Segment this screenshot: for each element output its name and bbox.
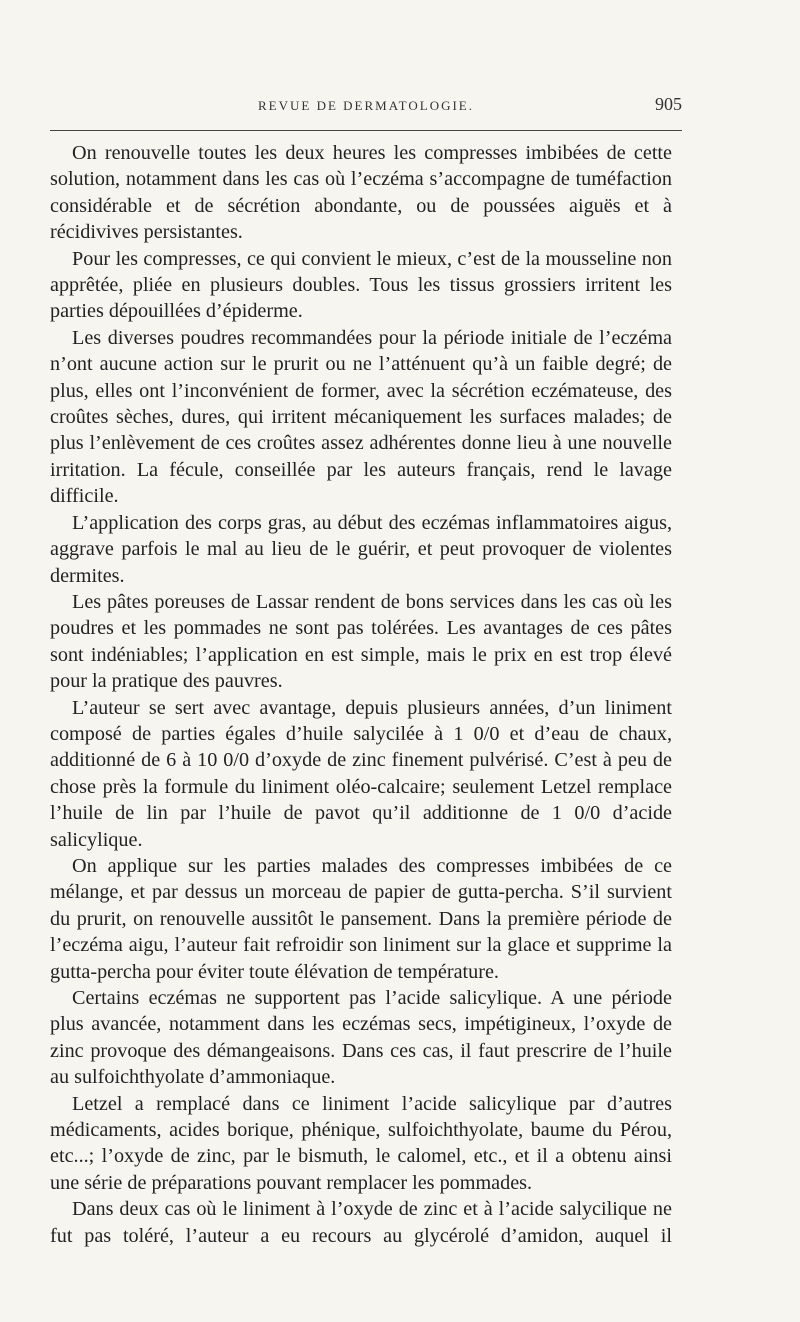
paragraph: Les diverses poudres recommandées pour la période initiale de l’eczéma n’ont aucune action sur le prurit ou ne l’atténuent qu’à un faible degré; de plus, elles ont l’inconvénient de former, avec la sécrétion eczémateuse, des croûtes sèches, dures, qui irritent mécaniquement les surfaces malades; de plus l’enlèvement de ces croûtes assez adhérentes donne lieu à une nouvelle irritation. La fécule, conseillée par les auteurs français, rend le lavage difficile. [50, 326, 672, 508]
page-header [50, 92, 682, 118]
paragraph: Letzel a remplacé dans ce liniment l’acide salicylique par d’autres médicaments, acides borique, phénique, sulfoichthyolate, baume du Pérou, etc...; l’oxyde de zinc, par le bismuth, le calomel, etc., et il a obtenu ainsi une série de préparations pouvant remplacer les pommades. [50, 1092, 672, 1194]
body-text [50, 140, 672, 1249]
paragraph: Les pâtes poreuses de Lassar rendent de bons services dans les cas où les poudres et les pommades ne sont pas tolérées. Les avantages de ces pâtes sont indéniables; l’application en est simple, mais le prix en est trop élevé pour la pratique des pauvres. [50, 590, 672, 693]
header-rule [50, 130, 682, 131]
paragraph: Dans deux cas où le liniment à l’oxyde de zinc et à l’acide salycilique ne fut pas toléré, l’auteur a eu recours au glycérolé d’amidon, auquel il [50, 1198, 672, 1247]
paragraph: On renouvelle toutes les deux heures les compresses imbibées de cette solution, notamment dans les cas où l’eczéma s’accompagne de tuméfaction considérable et de sécrétion abondante, ou de poussées aiguës et à récidivives persistantes. [50, 142, 672, 244]
paragraph: L’application des corps gras, au début des eczémas inflammatoires aigus, aggrave parfois le mal au lieu de le guérir, et peut provoquer de violentes dermites. [50, 511, 672, 587]
running-head: REVUE DE DERMATOLOGIE. [258, 98, 474, 113]
page-number: 905 [655, 94, 682, 114]
paragraph: On applique sur les parties malades des compresses imbibées de ce mélange, et par dessus un morceau de papier de gutta-percha. S’il survient du prurit, on renouvelle aussitôt le pansement. Dans la première période de l’eczéma aigu, l’auteur fait refroidir son liniment sur la glace et supprime la gutta-percha pour éviter toute élévation de température. [50, 854, 672, 983]
paragraph: Certains eczémas ne supportent pas l’acide salicylique. A une période plus avancée, notamment dans les eczémas secs, impétigineux, l’oxyde de zinc provoque des démangeaisons. Dans ces cas, il faut prescrire de l’huile au sulfoichthyolate d’ammoniaque. [50, 987, 672, 1089]
paragraph: Pour les compresses, ce qui convient le mieux, c’est de la mousseline non apprêtée, pliée en plusieurs doubles. Tous les tissus grossiers irritent les parties dépouillées d’épiderme. [50, 247, 672, 323]
paragraph: L’auteur se sert avec avantage, depuis plusieurs années, d’un liniment composé de parties égales d’huile salycilée à 1 0/0 et d’eau de chaux, additionné de 6 à 10 0/0 d’oxyde de zinc finement pulvérisé. C’est à peu de chose près la formule du liniment oléo-calcaire; seulement Letzel remplace l’huile de lin par l’huile de pavot qu’il additionne de 1 0/0 d’acide salicylique. [50, 696, 672, 851]
